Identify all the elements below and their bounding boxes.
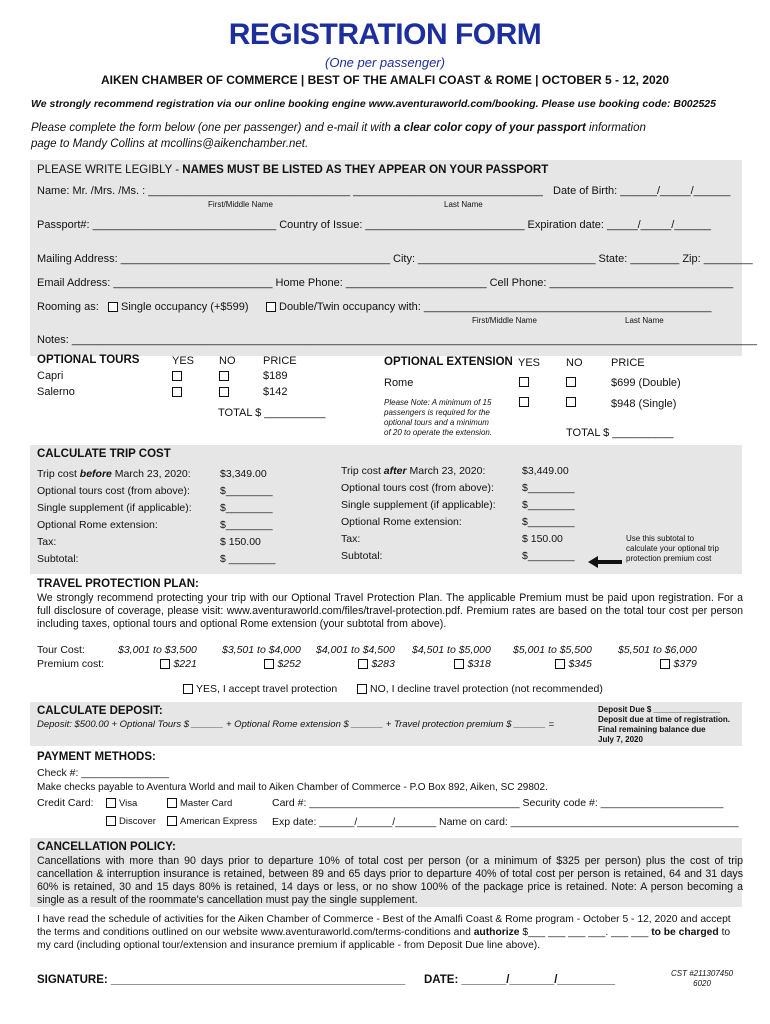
date-of-birth-field[interactable]: Date of Birth: ______/_____/______ [553, 185, 731, 197]
decline-protection-option[interactable]: NO, I decline travel protection (not recommended) [357, 683, 603, 695]
tour-price-salerno: $142 [263, 386, 288, 398]
roommate-first-caption: First/Middle Name [472, 316, 537, 325]
premium-tier-2: $3,501 to $4,000 $252 [222, 644, 301, 670]
name-field[interactable]: Name: Mr. /Mrs. /Ms. : _________________________________ _______________________________ [37, 185, 543, 197]
contact-line[interactable]: Email Address: __________________________ Home Phone: _______________________ Cell Phone: ______________________________ [37, 277, 734, 289]
deposit-title: CALCULATE DEPOSIT: [37, 705, 163, 717]
extension-note: Please Note: A minimum of 15 passengers is required for the optional tours and a minimum of 20 to operate the extension. [384, 398, 493, 437]
date-line[interactable]: DATE: _______/_______/_________ [424, 974, 615, 986]
amex-checkbox[interactable] [167, 816, 177, 826]
first-middle-caption: First/Middle Name [208, 200, 273, 209]
authorization-text: I have read the schedule of activities for the Aiken Chamber of Commerce - Best of the Amalfi Coast & Rome program - October 5 - 12, 2020 and accept the terms and conditions outlined on our website www.aventuraworld.com/terms-conditions and authorize $___ ___ ___ ___. ___ ___ to be charged to my card (including optional tour/extension and insurance premium if applicable - from Deposit Due line above). [37, 914, 731, 951]
rooming-label: Rooming as: [37, 301, 99, 313]
premium-tier-2-checkbox[interactable] [264, 659, 274, 669]
check-number-field[interactable]: Check #: _______________ [37, 767, 169, 779]
premium-tier-5-checkbox[interactable] [555, 659, 565, 669]
mastercard-option[interactable]: Master Card [167, 798, 232, 809]
expiration-name-line[interactable]: Exp date: ______/______/_______ Name on card: _______________________________________ [272, 816, 739, 828]
instructions-line-2: page to Mandy Collins at mcollins@aikenchamber.net. [31, 138, 309, 150]
write-legibly-note: PLEASE WRITE LEGIBLY - NAMES MUST BE LISTED AS THEY APPEAR ON YOUR PASSPORT [37, 164, 549, 176]
mail-checks-note: Make checks payable to Aventura World and mail to Aiken Chamber of Commerce - P.O Box 892, Aiken, SC 29802. [37, 782, 548, 793]
notes-field[interactable]: Notes: ________________________________________________________________________________________________________________ [37, 334, 758, 346]
capri-no-checkbox[interactable] [219, 371, 229, 381]
deposit-due-block: Deposit Due $ _______________ Deposit due at time of registration. Final remaining balance due July 7, 2020 [598, 705, 731, 744]
premium-tier-1: $3,001 to $3,500 $221 [118, 644, 197, 670]
roommate-last-caption: Last Name [625, 316, 664, 325]
cancellation-text: Cancellations with more than 90 days prior to departure 10% of total cost per person (or a minimum of $325 per person) plus the cost of trip cancellation & interruption insurance is retained, between 89 and 65 days prior to departure 40% of total cost per person is retained, 64 and 31 days 60% is retained, 30 and 15 days 80% is retained, 14 days or less, or no show 100% of the package price is retained. Note: A person becoming a single as a result of the roommate's cancellation must pay the single supplement. [37, 855, 743, 906]
passport-line[interactable]: Passport#: ______________________________ Country of Issue: __________________________ Expiration date: _____/_____/______ [37, 219, 712, 231]
before-cost-labels: Trip cost before March 23, 2020: Optional tours cost (from above): Single supplement (if applicable): Optional Rome extension: Tax: Subtotal: [37, 468, 192, 565]
rome-single-no-checkbox[interactable] [566, 397, 576, 407]
credit-card-label: Credit Card: [37, 797, 94, 809]
premium-tier-4: $4,501 to $5,000 $318 [412, 644, 491, 670]
ext-no-header: NO [566, 357, 583, 369]
tour-price-capri: $189 [263, 370, 288, 382]
discover-option[interactable]: Discover [106, 816, 156, 827]
accept-protection-checkbox[interactable] [183, 684, 193, 694]
form-title: REGISTRATION FORM [228, 18, 542, 51]
visa-checkbox[interactable] [106, 798, 116, 808]
optional-tours-title: OPTIONAL TOURS [37, 354, 140, 366]
mailing-address-line[interactable]: Mailing Address: ____________________________________________ City: _____________________________ State: ________ Zip: ________ [37, 253, 753, 265]
double-occupancy-checkbox[interactable] [266, 302, 276, 312]
premium-tier-1-checkbox[interactable] [160, 659, 170, 669]
rome-price-double: $699 (Double) [611, 377, 681, 389]
last-name-caption: Last Name [444, 200, 483, 209]
signature-line[interactable]: SIGNATURE: ______________________________________________ [37, 974, 406, 986]
travel-protection-title: TRAVEL PROTECTION PLAN: [37, 578, 199, 590]
arrow-left-icon [588, 556, 622, 568]
after-cost-values[interactable]: $3,449.00 $________ $________ $________ $ 150.00 $________ [522, 465, 575, 562]
event-heading: AIKEN CHAMBER OF COMMERCE | BEST OF THE AMALFI COAST & ROME | OCTOBER 5 - 12, 2020 [100, 73, 670, 87]
subtotal-note: Use this subtotal to calculate your optional trip protection premium cost [626, 534, 719, 563]
deposit-formula[interactable]: Deposit: $500.00 + Optional Tours $ ______ + Optional Rome extension $ ______ + Travel protection premium $ ______ = [37, 719, 555, 730]
ext-yes-header: YES [518, 357, 541, 369]
premium-tier-3-checkbox[interactable] [358, 659, 368, 669]
discover-checkbox[interactable] [106, 816, 116, 826]
visa-option[interactable]: Visa [106, 798, 137, 809]
extension-total[interactable]: TOTAL $ __________ [566, 427, 674, 439]
decline-protection-checkbox[interactable] [357, 684, 367, 694]
trip-cost-title: CALCULATE TRIP COST [37, 448, 171, 460]
tour-name-capri: Capri [37, 370, 64, 382]
card-number-line[interactable]: Card #: ____________________________________ Security code #: _____________________ [272, 797, 724, 809]
rome-double-no-checkbox[interactable] [566, 377, 576, 387]
accept-protection-option[interactable]: YES, I accept travel protection [183, 683, 337, 695]
tour-name-salerno: Salerno [37, 386, 75, 398]
booking-recommendation: We strongly recommend registration via our online booking engine www.aventuraworld.com/booking. Please use booking code: B002525 [31, 98, 716, 110]
cancellation-title: CANCELLATION POLICY: [37, 841, 176, 853]
tours-price-header: PRICE [263, 355, 297, 367]
capri-yes-checkbox[interactable] [172, 371, 182, 381]
tours-total[interactable]: TOTAL $ __________ [218, 407, 326, 419]
extension-name-rome: Rome [384, 377, 414, 389]
rome-price-single: $948 (Single) [611, 398, 677, 410]
premium-tier-4-checkbox[interactable] [454, 659, 464, 669]
form-subtitle: (One per passenger) [325, 55, 445, 70]
mastercard-checkbox[interactable] [167, 798, 177, 808]
form-code: CST #211307450 6020 [671, 969, 734, 988]
after-cost-labels: Trip cost after March 23, 2020: Optional tours cost (from above): Single supplement (if applicable): Optional Rome extension: Tax: Subtotal: [341, 465, 496, 562]
rome-single-yes-checkbox[interactable] [519, 397, 529, 407]
rome-double-yes-checkbox[interactable] [519, 377, 529, 387]
salerno-yes-checkbox[interactable] [172, 387, 182, 397]
before-cost-values[interactable]: $3,349.00 $________ $________ $________ $ 150.00 $ ________ [220, 468, 276, 565]
ext-price-header: PRICE [611, 357, 645, 369]
premium-tier-6-checkbox[interactable] [660, 659, 670, 669]
single-occupancy-checkbox[interactable] [108, 302, 118, 312]
travel-protection-text: We strongly recommend protecting your trip with our Optional Travel Protection Plan. The applicable Premium must be paid upon registration. For a full disclosure of coverage, please visit: www.aventuraworld.com/files/travel-protection.pdf. Premium rates are based on the total tour cost per person including taxes, optional tours and optional Rome extension (your subtotal from above). [37, 592, 743, 630]
single-occupancy-option[interactable]: Single occupancy (+$599) [108, 301, 249, 313]
premium-tier-6: $5,501 to $6,000 $379 [618, 644, 697, 670]
optional-extension-title: OPTIONAL EXTENSION [384, 356, 513, 368]
instructions-line-1: Please complete the form below (one per passenger) and e-mail it with a clear color copy of your passport information [31, 122, 646, 134]
double-occupancy-option[interactable]: Double/Twin occupancy with: _______________________________________________ [266, 301, 711, 313]
tours-yes-header: YES [172, 355, 195, 367]
tour-cost-labels: Tour Cost: Premium cost: [37, 644, 105, 670]
premium-tier-5: $5,001 to $5,500 $345 [513, 644, 592, 670]
amex-option[interactable]: American Express [167, 816, 257, 827]
tours-no-header: NO [219, 355, 236, 367]
salerno-no-checkbox[interactable] [219, 387, 229, 397]
payment-methods-title: PAYMENT METHODS: [37, 751, 156, 763]
premium-tier-3: $4,001 to $4,500 $283 [316, 644, 395, 670]
